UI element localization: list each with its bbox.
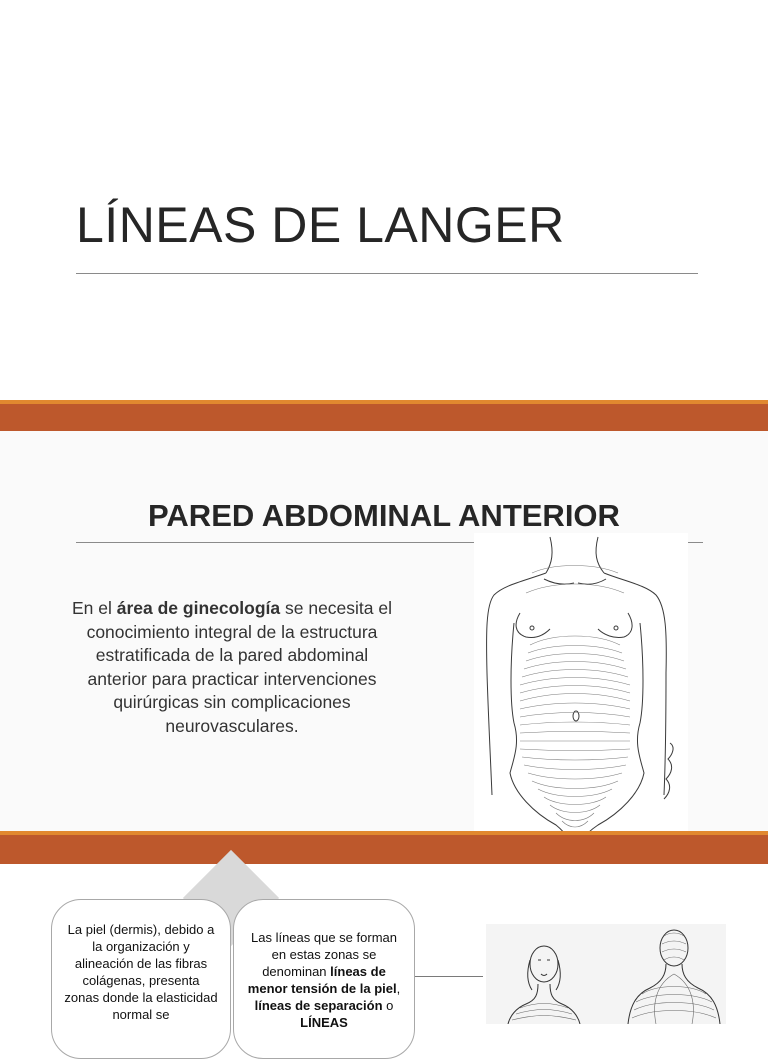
info-card-lines [233, 899, 415, 1059]
title-underline [76, 273, 698, 274]
figures-lines-drawing [486, 924, 726, 1024]
divider-band-accent [0, 831, 768, 835]
card-text: , [396, 981, 401, 996]
divider-band-accent [0, 400, 768, 404]
paragraph-emphasis: área de ginecología [116, 598, 281, 618]
card-emphasis: líneas de separación [254, 998, 383, 1013]
slide-2-title: PARED ABDOMINAL ANTERIOR [148, 498, 620, 533]
torso-lines-drawing [474, 533, 688, 846]
card-emphasis: líneas de menor tensión de la piel [247, 964, 397, 996]
info-card-skin [51, 899, 231, 1059]
title-underline-end [688, 542, 703, 543]
paragraph-text: En el [71, 598, 117, 618]
torso-illustration [474, 533, 688, 846]
slide-2-paragraph [66, 597, 398, 738]
slide-1-title: LÍNEAS DE LANGER [76, 197, 565, 253]
card-emphasis: LÍNEAS [300, 1015, 348, 1030]
card-text: o [382, 998, 394, 1013]
divider-band [0, 831, 768, 864]
card-text: Las líneas que se forman en estas zonas se denominan [251, 930, 397, 979]
connector-line [415, 976, 483, 977]
card-text: La piel (dermis), debido a la organización y alineación de las fibras colágenas, presenta zonas donde la elasticidad normal se [64, 922, 218, 1022]
title-underline [76, 542, 474, 543]
figures-illustration [486, 924, 726, 1024]
divider-band [0, 400, 768, 432]
paragraph-text: se necesita el conocimiento integral de la estructura estratificada de la pared abdominal anterior para practicar intervenciones quirúrgicas sin complicaciones neurovasculares. [86, 598, 392, 736]
